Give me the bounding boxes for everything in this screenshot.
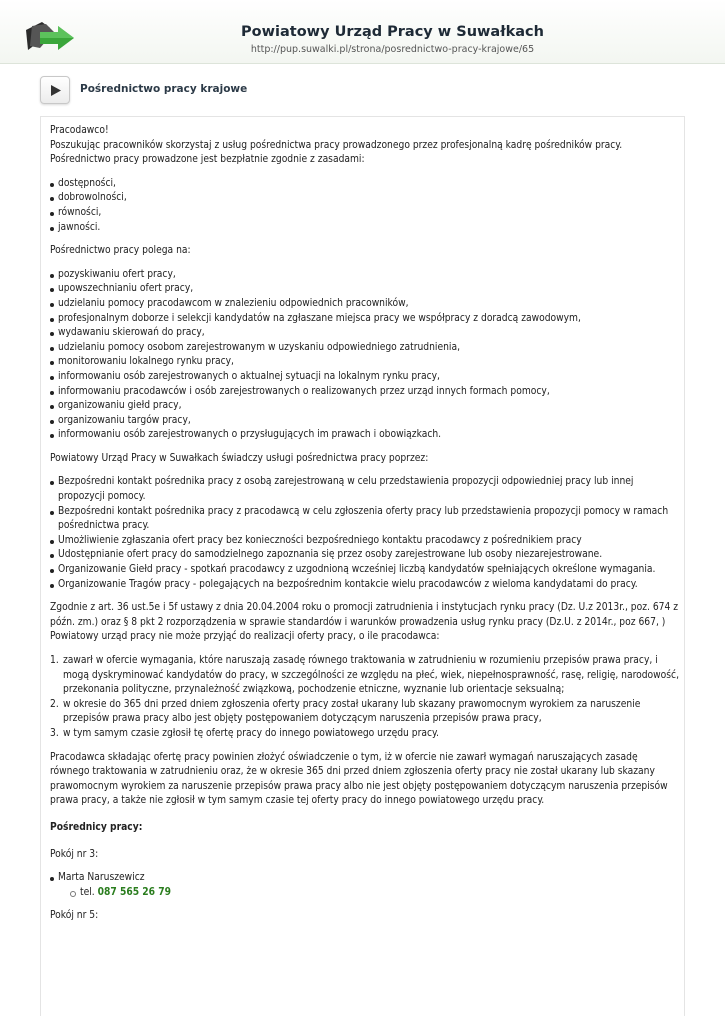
phone-label: tel.: [80, 886, 95, 898]
agent-contact-list: [70, 886, 680, 901]
tasks-list: [50, 268, 680, 443]
list-item: organizowaniu targów pracy,: [50, 414, 680, 429]
list-item: dobrowolności,: [50, 191, 680, 206]
room-5-label: Pokój nr 5:: [50, 910, 99, 922]
page-arrow-button[interactable]: [40, 76, 70, 104]
intro-line-1: Poszukując pracowników skorzystaj z usług pośrednictwa pracy prowadzonego przez profesjonalną kadrę pośredników pracy.: [50, 139, 623, 151]
list-item: organizowaniu giełd pracy,: [50, 399, 680, 414]
list-item: [50, 871, 680, 900]
site-header: [0, 0, 725, 64]
list-item: Umożliwienie zgłaszania ofert pracy bez konieczności bezpośredniego kontaktu pracodawcy z pośrednikiem pracy: [50, 534, 680, 549]
tasks-heading: Pośrednictwo pracy polega na:: [50, 245, 191, 257]
legal-paragraph: Zgodnie z art. 36 ust.5e i 5f ustawy z dnia 20.04.2004 roku o promocji zatrudnienia i instytucjach rynku pracy (Dz. U.z 2013r., poz. 674 z późn. zm.) oraz § 8 pkt 2 rozporządzenia w sprawie standardów i warunków prowadzenia usług rynku pracy (Dz.U. z 2014r., poz 667, ) Powiatowy urząd pracy nie może przyjąć do realizacji oferty pracy, o ile pracodawca:: [50, 602, 679, 643]
list-item: wydawaniu skierowań do pracy,: [50, 326, 680, 341]
play-arrow-icon: [50, 84, 62, 97]
page-title: Pośrednictwo pracy krajowe: [80, 83, 248, 95]
list-item: równości,: [50, 206, 680, 221]
list-item: Organizowanie Giełd pracy - spotkań pracodawcy z uzgodnioną wcześniej liczbą kandydatów spełniających określone wymagania.: [50, 563, 680, 578]
list-item: dostępności,: [50, 177, 680, 192]
list-item: w tym samym czasie zgłosił tę ofertę pracy do innego powiatowego urzędu pracy.: [63, 727, 439, 739]
agent-name: Marta Naruszewicz: [58, 872, 145, 884]
principles-list: [50, 177, 680, 235]
agents-heading: Pośrednicy pracy:: [50, 821, 143, 833]
site-url[interactable]: http://pup.suwalki.pl/strona/posrednictwo-pracy-krajowe/65: [250, 44, 535, 55]
list-item: zawarł w ofercie wymagania, które naruszają zasadę równego traktowania w zatrudnieniu w rozumieniu przepisów prawa pracy, i mogą dyskryminować kandydatów do pracy, w szczególności ze względu na płeć, wiek, niepełnosprawność, rasę, religię, narodowość, przekonania polityczne, przynależność związkową, pochodzenie etniczne, wyznanie lub orientacje seksualną;: [63, 655, 679, 696]
intro-greeting: Pracodawco!: [50, 125, 109, 136]
list-item: Udostępnianie ofert pracy do samodzielnego zapoznania się przez osoby zarejestrowane lub osoby niezarejestrowane.: [50, 548, 680, 563]
conditions-list: [50, 654, 680, 742]
list-item: upowszechnianiu ofert pracy,: [50, 282, 680, 297]
list-item: Bezpośredni kontakt pośrednika pracy z osobą zarejestrowaną w celu przedstawienia propozycji odpowiedniej pracy lub innej propozycji pomocy.: [50, 475, 680, 504]
list-item: Organizowanie Tragów pracy - polegających na bezpośrednim kontakcie wielu pracodawców z wieloma kandydatami do pracy.: [50, 578, 680, 593]
page-title-row: [38, 76, 678, 106]
list-item: informowaniu pracodawców i osób zarejestrowanych o realizowanych przez urząd innych formach pomocy,: [50, 385, 680, 400]
services-list: [50, 475, 680, 592]
list-item: monitorowaniu lokalnego rynku pracy,: [50, 355, 680, 370]
list-item: udzielaniu pomocy osobom zarejestrowanym w uzyskaniu odpowiedniego zatrudnienia,: [50, 341, 680, 356]
list-item: profesjonalnym doborze i selekcji kandydatów na zgłaszane miejsca pracy we współpracy z doradcą zawodowym,: [50, 312, 680, 327]
site-title: Powiatowy Urząd Pracy w Suwałkach: [241, 24, 544, 40]
article-content: [50, 124, 680, 933]
room-3-agents: [50, 871, 680, 900]
intro-line-2: Pośrednictwo pracy prowadzone jest bezpłatnie zgodnie z zasadami:: [50, 154, 365, 166]
list-item: [70, 886, 680, 901]
intro-paragraph: [50, 124, 680, 168]
list-item: informowaniu osób zarejestrowanych o aktualnej sytuacji na lokalnym rynku pracy,: [50, 370, 680, 385]
services-heading: Powiatowy Urząd Pracy w Suwałkach świadczy usługi pośrednictwa pracy poprzez:: [50, 452, 429, 464]
list-item: w okresie do 365 dni przed dniem zgłoszenia oferty pracy został ukarany lub skazany prawomocnym wyrokiem za naruszenie przepisów prawa pracy albo jest objęty postępowaniem dotyczącym naruszenia przepisów prawa pracy,: [63, 698, 641, 725]
list-item: pozyskiwaniu ofert pracy,: [50, 268, 680, 283]
list-item: informowaniu osób zarejestrowanych o przysługujących im prawach i obowiązkach.: [50, 428, 680, 443]
phone-number[interactable]: 087 565 26 79: [97, 886, 171, 898]
declaration-paragraph: Pracodawca składając ofertę pracy powinien złożyć oświadczenie o tym, iż w ofercie nie zawarł wymagań naruszających zasadę równego traktowania w zatrudnieniu oraz, że w okresie 365 dni przed dniem zgłoszenia oferty pracy nie został ukarany lub skazany prawomocnym wyrokiem za naruszenie przepisów prawa pracy albo nie jest objęty postępowaniem dotyczącym naruszenia przepisów prawa pracy, a także nie zgłosił w tym samym czasie tej oferty pracy do innego powiatowego urzędu pracy.: [50, 751, 668, 807]
list-item: jawności.: [50, 221, 680, 236]
list-item: udzielaniu pomocy pracodawcom w znalezieniu odpowiednich pracowników,: [50, 297, 680, 312]
room-3-label: Pokój nr 3:: [50, 848, 99, 860]
list-item: Bezpośredni kontakt pośrednika pracy z pracodawcą w celu zgłoszenia oferty pracy lub przedstawienia propozycji pomocy w ramach pośrednictwa pracy.: [50, 505, 680, 534]
